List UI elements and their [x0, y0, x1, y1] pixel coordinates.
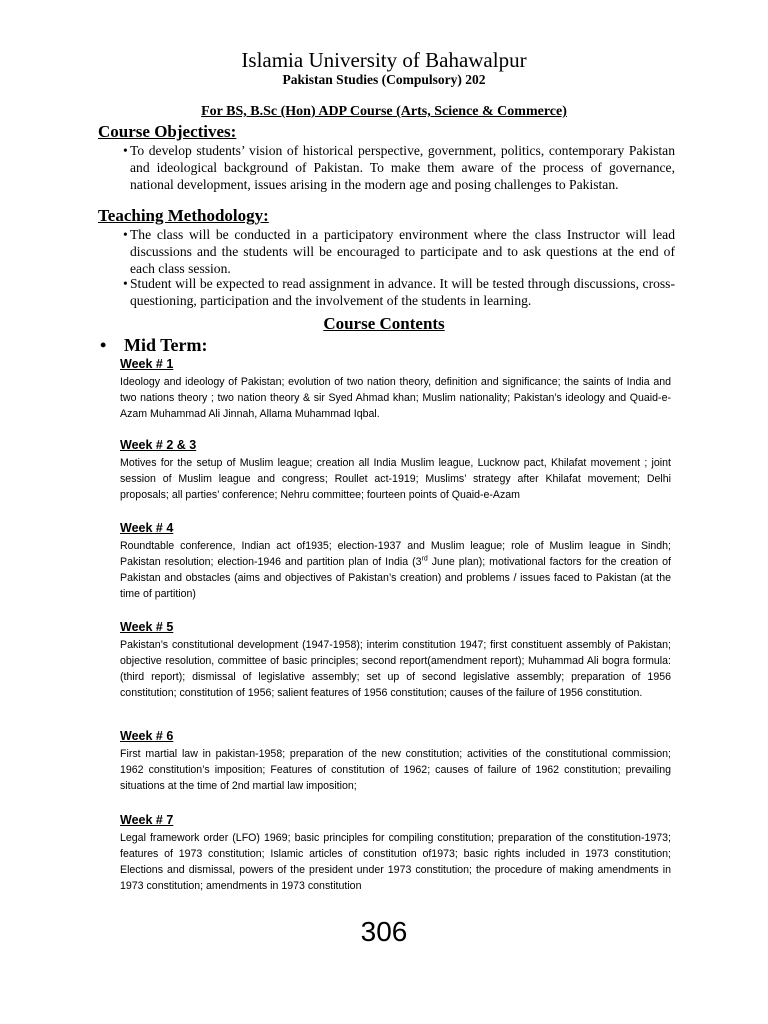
week-description: Legal framework order (LFO) 1969; basic principles for compiling constitution; preparation of the constitution-1973; features of 1973 constitution; Islamic articles of constitution of1973; basic rights included in 1973 constitution; Elections and dismissal, powers of the president under 1973 constitution; the procedure of making amendments in 1973 constitution; amendments in 1973 constitution [120, 832, 671, 892]
week-title: Week # 2 & 3 [120, 438, 197, 452]
week-description: Pakistan’s constitutional development (1947-1958); interim constitution 1947; first constituent assembly of Pakistan; objective resolution, committee of basic principles; second report(amendment report); Muhammad Ali bogra formula: (third report); dismissal of legislative assembly; set up of second legislative assembly; preparation of 1956 constitution; constitution of 1956; salient features of 1956 constitution; causes of the failure of 1956 constitution. [120, 639, 671, 699]
week-title: Week # 1 [120, 357, 174, 371]
objective-item: • To develop students’ vision of historical perspective, government, politics, contemporary Pakistan and ideological background of Pakistan. To make them aware of the process of governance, national development, issues arising in the modern age and posing challenges to Pakistan. [123, 143, 675, 192]
program-line: For BS, B.Sc (Hon) ADP Course (Arts, Science & Commerce) [201, 104, 567, 119]
week-section [120, 520, 671, 602]
week-section [120, 619, 671, 701]
week-description: Motives for the setup of Muslim league; creation all India Muslim league, Lucknow pact, Khilafat movement ; joint session of Muslim league and congress; Roullet act-1919; Muslims’ strategy after Khilafat movement; Delhi proposals; all parties’ conference; Nehru committee; fourteen points of Quaid-e-Azam [120, 457, 671, 501]
methodology-item: • The class will be conducted in a participatory environment where the class Instructor will lead discussions and the students will be encouraged to participate and to ask questions at the end of each class session. [123, 227, 675, 276]
bullet-icon: • [123, 227, 128, 242]
page-number: 306 [360, 916, 408, 947]
week-description: Roundtable conference, Indian act of1935; election-1937 and Muslim league; role of Muslim league in Sindh; Pakistan resolution; election-1946 and partition plan of India (3rd June plan); motivational factors for the creation of Pakistan and obstacles (aims and objectives of Pakistan’s creation) and problems / issues faced to Pakistan (at the time of partition) [120, 540, 671, 600]
week-title: Week # 7 [120, 813, 174, 827]
bullet-icon: • [123, 276, 128, 291]
methodology-item: • Student will be expected to read assignment in advance. It will be tested through discussions, cross- questioning, participation and the involvement of the students in learning. [123, 276, 675, 308]
week-title: Week # 5 [120, 620, 174, 634]
bullet-icon: • [100, 335, 107, 355]
objectives-heading: Course Objectives: [98, 122, 237, 141]
week-section [120, 437, 671, 503]
week-section [120, 356, 671, 422]
methodology-heading: Teaching Methodology: [98, 206, 269, 225]
course-contents-heading: Course Contents [323, 314, 445, 333]
week-title: Week # 4 [120, 521, 174, 535]
week-description: First martial law in pakistan-1958; preparation of the new constitution; activities of the constitutional commission; 1962 constitution’s imposition; Features of constitution of 1962; causes of failure of 1962 constitution; prevailing situations at the time of 2nd martial law imposition; [120, 748, 671, 792]
week-title: Week # 6 [120, 729, 174, 743]
course-subtitle: Pakistan Studies (Compulsory) 202 [282, 72, 486, 87]
week-section [120, 812, 671, 894]
week-section [120, 728, 671, 794]
university-title: Islamia University of Bahawalpur [241, 48, 527, 72]
midterm-heading: • Mid Term: [100, 335, 208, 355]
week-description: Ideology and ideology of Pakistan; evolution of two nation theory, definition and significance; the saints of India and two nations theory ; two nation theory & sir Syed Ahmad khan; Muslim nationality; Pakistan’s ideology and Quaid-e-Azam Muhammad Ali Jinnah, Allama Muhammad Iqbal. [120, 376, 671, 420]
bullet-icon: • [123, 143, 128, 158]
